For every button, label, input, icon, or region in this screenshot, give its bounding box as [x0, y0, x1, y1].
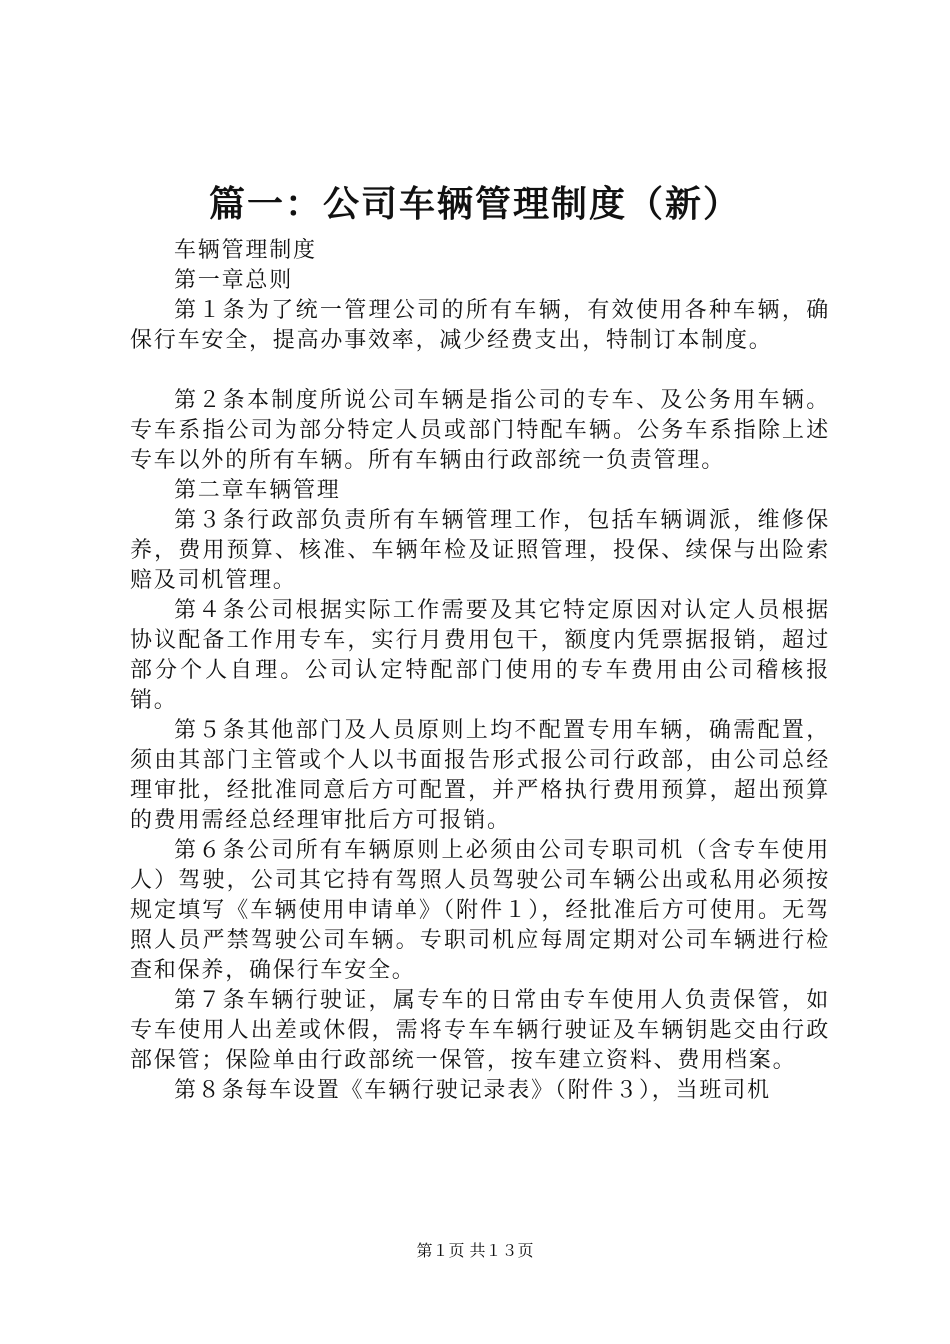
paragraph: 第５条其他部门及人员原则上均不配置专用车辆，确需配置，须由其部门主管或个人以书面报告形式报公司行政部，由公司总经理审批，经批准同意后方可配置，并严格执行费用预算，超出预算的费用需经总经理审批后方可报销。 [130, 718, 830, 833]
document-body [130, 236, 830, 1106]
chapter-heading: 第一章总则 [174, 268, 294, 293]
paragraph: 第１条为了统一管理公司的所有车辆，有效使用各种车辆，确保行车安全，提高办事效率，减少经费支出，特制订本制度。 [130, 298, 830, 353]
paragraph: 第２条本制度所说公司车辆是指公司的专车、及公务用车辆。专车系指公司为部分特定人员或部门特配车辆。公务车系指除上述专车以外的所有车辆。所有车辆由行政部统一负责管理。 [130, 388, 830, 473]
chapter-heading: 第二章车辆管理 [174, 478, 341, 503]
paragraph: 第８条每车设置《车辆行驶记录表》（附件３），当班司机 [174, 1078, 771, 1103]
paragraph: 第４条公司根据实际工作需要及其它特定原因对认定人员根据协议配备工作用专车，实行月费用包干，额度内凭票据报销，超过部分个人自理。公司认定特配部门使用的专车费用由公司稽核报销。 [130, 598, 830, 713]
paragraph: 第７条车辆行驶证，属专车的日常由专车使用人负责保管，如专车使用人出差或休假，需将专车车辆行驶证及车辆钥匙交由行政部保管；保险单由行政部统一保管，按车建立资料、费用档案。 [130, 988, 830, 1073]
paragraph: 车辆管理制度 [174, 238, 317, 263]
page-number: 第１页 共１３页 [416, 1241, 534, 1260]
paragraph: 第６条公司所有车辆原则上必须由公司专职司机（含专车使用人）驾驶，公司其它持有驾照人员驾驶公司车辆公出或私用必须按规定填写《车辆使用申请单》（附件１），经批准后方可使用。无驾照人员严禁驾驶公司车辆。专职司机应每周定期对公司车辆进行检查和保养，确保行车安全。 [130, 838, 830, 983]
document-title: 篇一：公司车辆管理制度（新） [208, 183, 741, 225]
paragraph: 第３条行政部负责所有车辆管理工作，包括车辆调派，维修保养，费用预算、核准、车辆年检及证照管理，投保、续保与出险索赔及司机管理。 [130, 508, 830, 593]
